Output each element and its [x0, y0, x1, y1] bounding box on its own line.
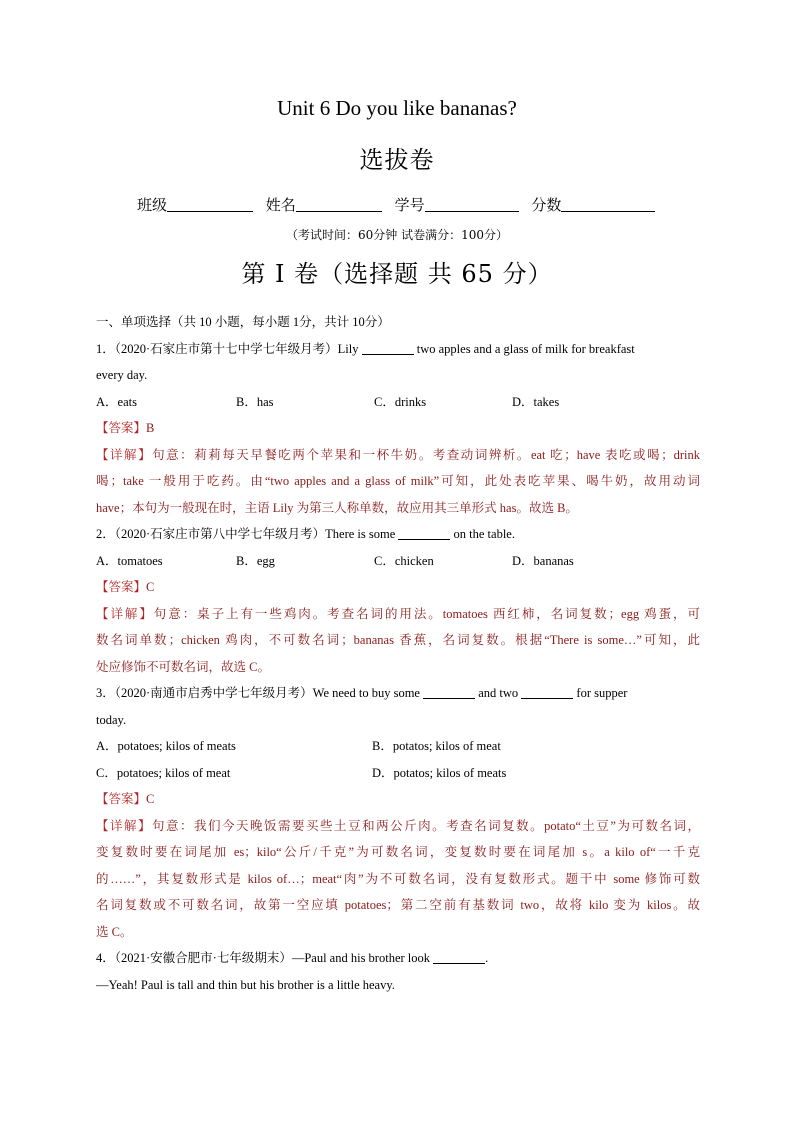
exam-info: （考试时间：60分钟 试卷满分：100分）	[286, 228, 508, 242]
question-1-answer: 【答案】B	[96, 421, 155, 435]
student-info-row	[137, 194, 677, 215]
option-b[interactable]: B．potatos; kilos of meat	[372, 739, 501, 753]
answer-blank[interactable]	[521, 686, 573, 699]
class-label: 班级	[137, 196, 168, 214]
question-4-stem-cont: —Yeah! Paul is tall and thin but his brother is a little heavy.	[96, 977, 395, 992]
class-field[interactable]	[167, 197, 253, 212]
page-title: Unit 6 Do you like bananas?	[277, 96, 517, 120]
question-1-stem-cont: every day.	[96, 368, 148, 382]
answer-blank[interactable]	[398, 527, 450, 540]
question-1-options	[96, 389, 700, 416]
section-heading: 一、单项选择（共 10 小题，每小题 1分，共计 10分）	[96, 315, 390, 329]
question-2-detail-line: 【详解】句意：桌子上有一些鸡肉。考查名词的用法。tomatoes 西红柿，名词复数；egg 鸡蛋，可	[96, 606, 700, 621]
score-label: 分数	[531, 196, 562, 214]
question-3-answer: 【答案】C	[96, 792, 155, 806]
question-3-detail-line: 【详解】句意：我们今天晚饭需要买些土豆和两公斤肉。考查名词复数。potato“土豆”为可数名词，	[96, 818, 700, 833]
student-number-field[interactable]	[425, 197, 519, 212]
score-field[interactable]	[561, 197, 655, 212]
question-2-detail-line: 数名词单数；chicken 鸡肉，不可数名词；bananas 香蕉，名词复数。根据“There is some…”可知，此	[96, 633, 700, 647]
option-a[interactable]: A．tomatoes	[96, 553, 163, 568]
option-b[interactable]: B．has	[236, 394, 274, 409]
question-2-detail-line: 处应修饰不可数名词，故选 C。	[96, 659, 270, 674]
answer-blank[interactable]	[433, 951, 485, 964]
question-3-detail-line: 的……”，其复数形式是 kilos of…；meat“肉”为不可数名词，没有复数形式。题干中 some 修饰可数	[96, 871, 700, 886]
answer-blank[interactable]	[362, 342, 414, 355]
option-a[interactable]: A．eats	[96, 394, 137, 409]
question-1-stem: 1．（2020·石家庄市第十七中学七年级月考）Lily two apples and a glass of milk for breakfast	[96, 341, 635, 356]
option-c[interactable]: C．potatoes; kilos of meat	[96, 765, 231, 780]
option-b[interactable]: B．egg	[236, 553, 275, 568]
option-a[interactable]: A．potatoes; kilos of meats	[96, 739, 236, 753]
question-3-detail-line: 名词复数或不可数名词，故第一空应填 potatoes；第二空前有基数词 two，故将 kilo 变为 kilos。故	[96, 898, 700, 912]
question-2-stem: 2．（2020·石家庄市第八中学七年级月考）There is some on the table.	[96, 527, 515, 541]
student-number-label: 学号	[394, 196, 425, 214]
option-c[interactable]: C．chicken	[374, 553, 434, 568]
option-d[interactable]: D．takes	[512, 394, 560, 409]
question-3-detail-line: 选 C。	[96, 924, 133, 939]
option-d[interactable]: D．potatos; kilos of meats	[372, 765, 507, 780]
question-3-detail-line: 变复数时要在词尾加 es；kilo“公斤/千克”为可数名词，变复数时要在词尾加 s。a kilo of“一千克	[96, 845, 700, 859]
part-title: 第 I 卷（选择题 共 65 分）	[241, 260, 553, 288]
question-2-answer: 【答案】C	[96, 580, 155, 594]
name-field[interactable]	[296, 197, 382, 212]
question-body	[96, 309, 700, 998]
question-1-detail-line: have；本句为一般现在时，主语 Lily 为第三人称单数，故应用其三单形式 has。故选 B。	[96, 500, 578, 515]
option-d[interactable]: D．bananas	[512, 553, 574, 568]
page-subtitle: 选拔卷	[359, 146, 435, 174]
question-4-stem: 4．（2021·安徽合肥市·七年级期末）—Paul and his brother look .	[96, 951, 489, 965]
question-3-options	[96, 733, 700, 760]
question-3-options	[96, 760, 700, 787]
option-c[interactable]: C．drinks	[374, 394, 427, 409]
question-3-stem: 3．（2020·南通市启秀中学七年级月考）We need to buy some and two for supper	[96, 686, 628, 700]
question-1-detail-line: 【详解】句意：莉莉每天早餐吃两个苹果和一杯牛奶。考查动词辨析。eat 吃；have 表吃或喝；drink	[96, 447, 700, 462]
name-label: 姓名	[265, 196, 296, 214]
question-3-stem-cont: today.	[96, 712, 127, 727]
question-1-detail-line: 喝；take 一般用于吃药。由“two apples and a glass of milk”可知，此处表吃苹果、喝牛奶，故用动词	[96, 474, 700, 488]
question-2-options	[96, 548, 700, 575]
answer-blank[interactable]	[423, 686, 475, 699]
